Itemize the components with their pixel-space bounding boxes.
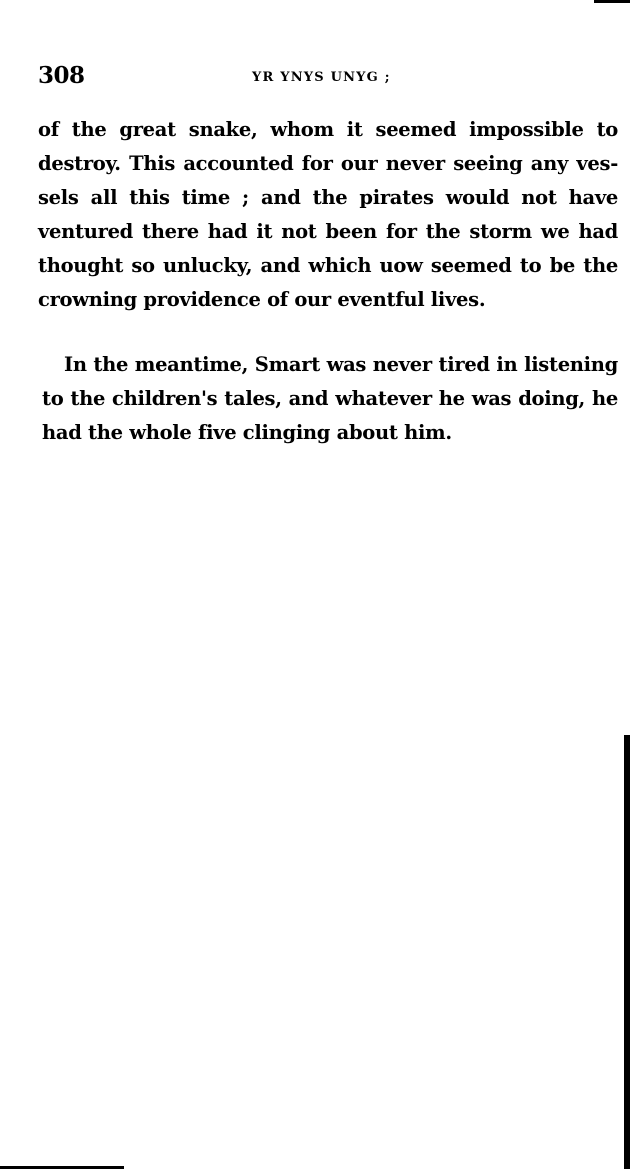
running-head: YR YNYS UNYG ;: [252, 70, 391, 85]
paragraph-2: [38, 348, 618, 450]
text-line: thought so unlucky, and which uow seemed to be the: [38, 254, 618, 277]
text-line: of the great snake, whom it seemed impossible to: [38, 118, 618, 141]
text-line: crowning providence of our eventful lives.: [38, 288, 486, 311]
text-line: In the meantime, Smart was never tired in listening: [64, 353, 618, 376]
text-line: to the children's tales, and whatever he was doing, he: [42, 387, 618, 410]
paragraph-1: [38, 113, 618, 317]
text-line: destroy. This accounted for our never seeing any ves-: [38, 152, 618, 175]
scan-edge-right: [624, 735, 630, 1169]
page-header: [38, 62, 598, 92]
text-line: had the whole five clinging about him.: [42, 421, 452, 444]
page-number: 308: [38, 62, 85, 89]
text-line: ventured there had it not been for the storm we had: [38, 220, 618, 243]
scan-edge-top: [594, 0, 630, 3]
text-line: sels all this time ; and the pirates would not have: [38, 186, 618, 209]
